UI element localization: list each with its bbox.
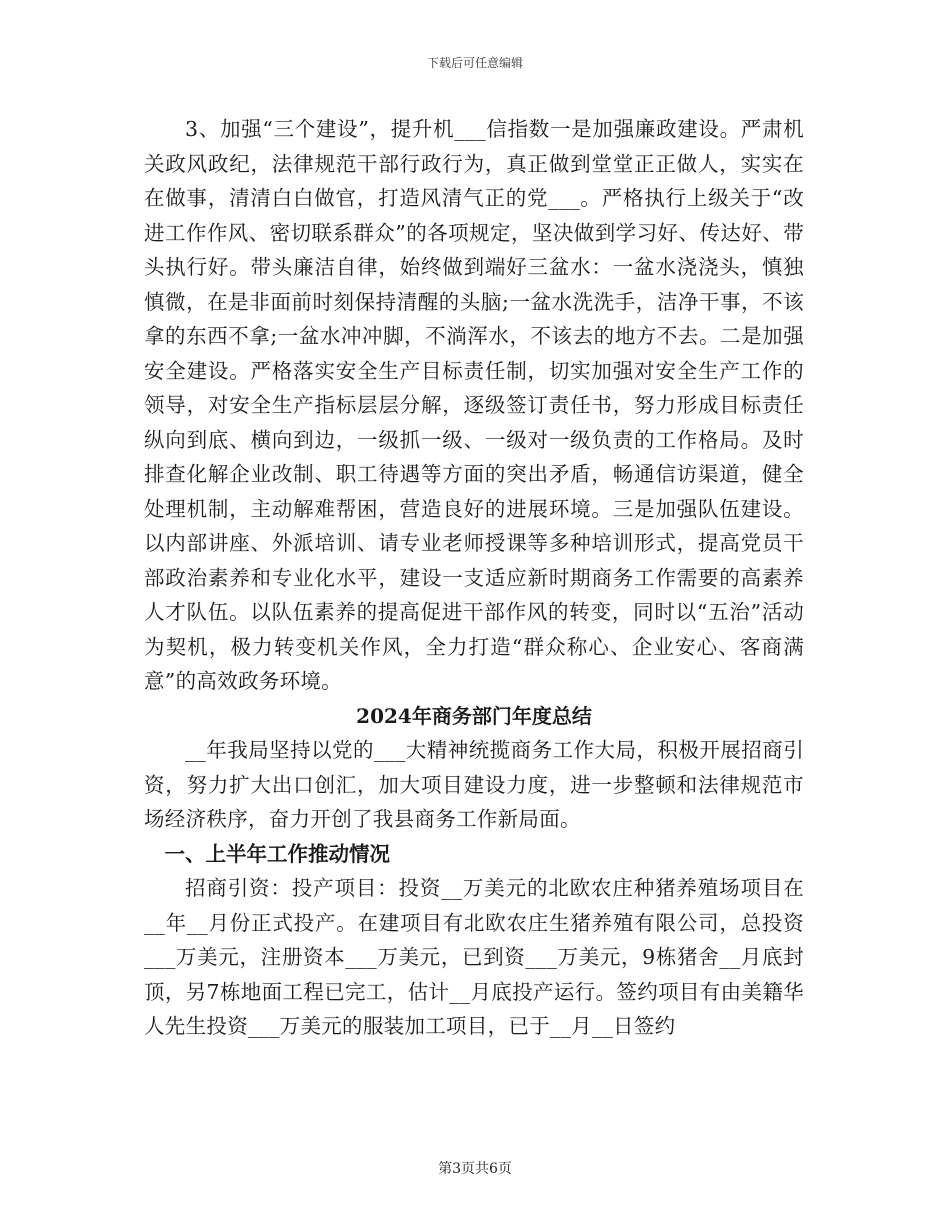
- document-body: [144, 112, 804, 1044]
- document-title: 2024年商务部门年度总结: [356, 703, 592, 728]
- paragraph-investment: 招商引资：投产项目：投资__万美元的北欧农庄种猪养殖场项目在__年__月份正式投产。在建项目有北欧农庄生猪养殖有限公司，总投资___万美元，注册资本___万美元，已到资___万美元，9栋猪舍__月底封顶，另7栋地面工程已完工，估计__月底投产运行。签约项目有由美籍华人先生投资___万美元的服装加工项目，已于__月__日签约: [144, 876, 804, 1038]
- page-header-note: 下载后可任意编辑: [426, 56, 523, 70]
- paragraph-three-constructions: 3、加强“三个建设”，提升机___信指数一是加强廉政建设。严肃机关政风政纪，法律规范干部行政行为，真正做到堂堂正正做人，实实在在做事，清清白白做官，打造风清气正的党___。严格执行上级关于“改进工作作风、密切联系群众”的各项规定，坚决做到学习好、传达好、带头执行好。带头廉洁自律，始终做到端好三盆水：一盆水浇浇头，慎独慎微，在是非面前时刻保持清醒的头脑;一盆水洗洗手，洁净干事，不该拿的东西不拿;一盆水冲冲脚，不淌浑水，不该去的地方不去。二是加强安全建设。严格落实安全生产目标责任制，切实加强对安全生产工作的领导，对安全生产指标层层分解，逐级签订责任书，努力形成目标责任纵向到底、横向到边，一级抓一级、一级对一级负责的工作格局。及时排查化解企业改制、职工待遇等方面的突出矛盾，畅通信访渠道，健全处理机制，主动解难帮困，营造良好的进展环境。三是加强队伍建设。以内部讲座、外派培训、请专业老师授课等多种培训形式，提高党员干部政治素养和专业化水平，建设一支适应新时期商务工作需要的高素养人才队伍。以队伍素养的提高促进干部作风的转变，同时以“五治”活动为契机，极力转变机关作风，全力打造“群众称心、企业安心、客商满意”的高效政务环境。: [144, 117, 804, 693]
- section-heading: 一、上半年工作推动情况: [164, 841, 390, 866]
- page-number: 第3页共6页: [438, 1161, 512, 1177]
- paragraph-intro: __年我局坚持以党的___大精神统揽商务工作大局，积极开展招商引资，努力扩大出口创汇，加大项目建设力度，进一步整顿和法律规范市场经济秩序，奋力开创了我县商务工作新局面。: [144, 738, 804, 831]
